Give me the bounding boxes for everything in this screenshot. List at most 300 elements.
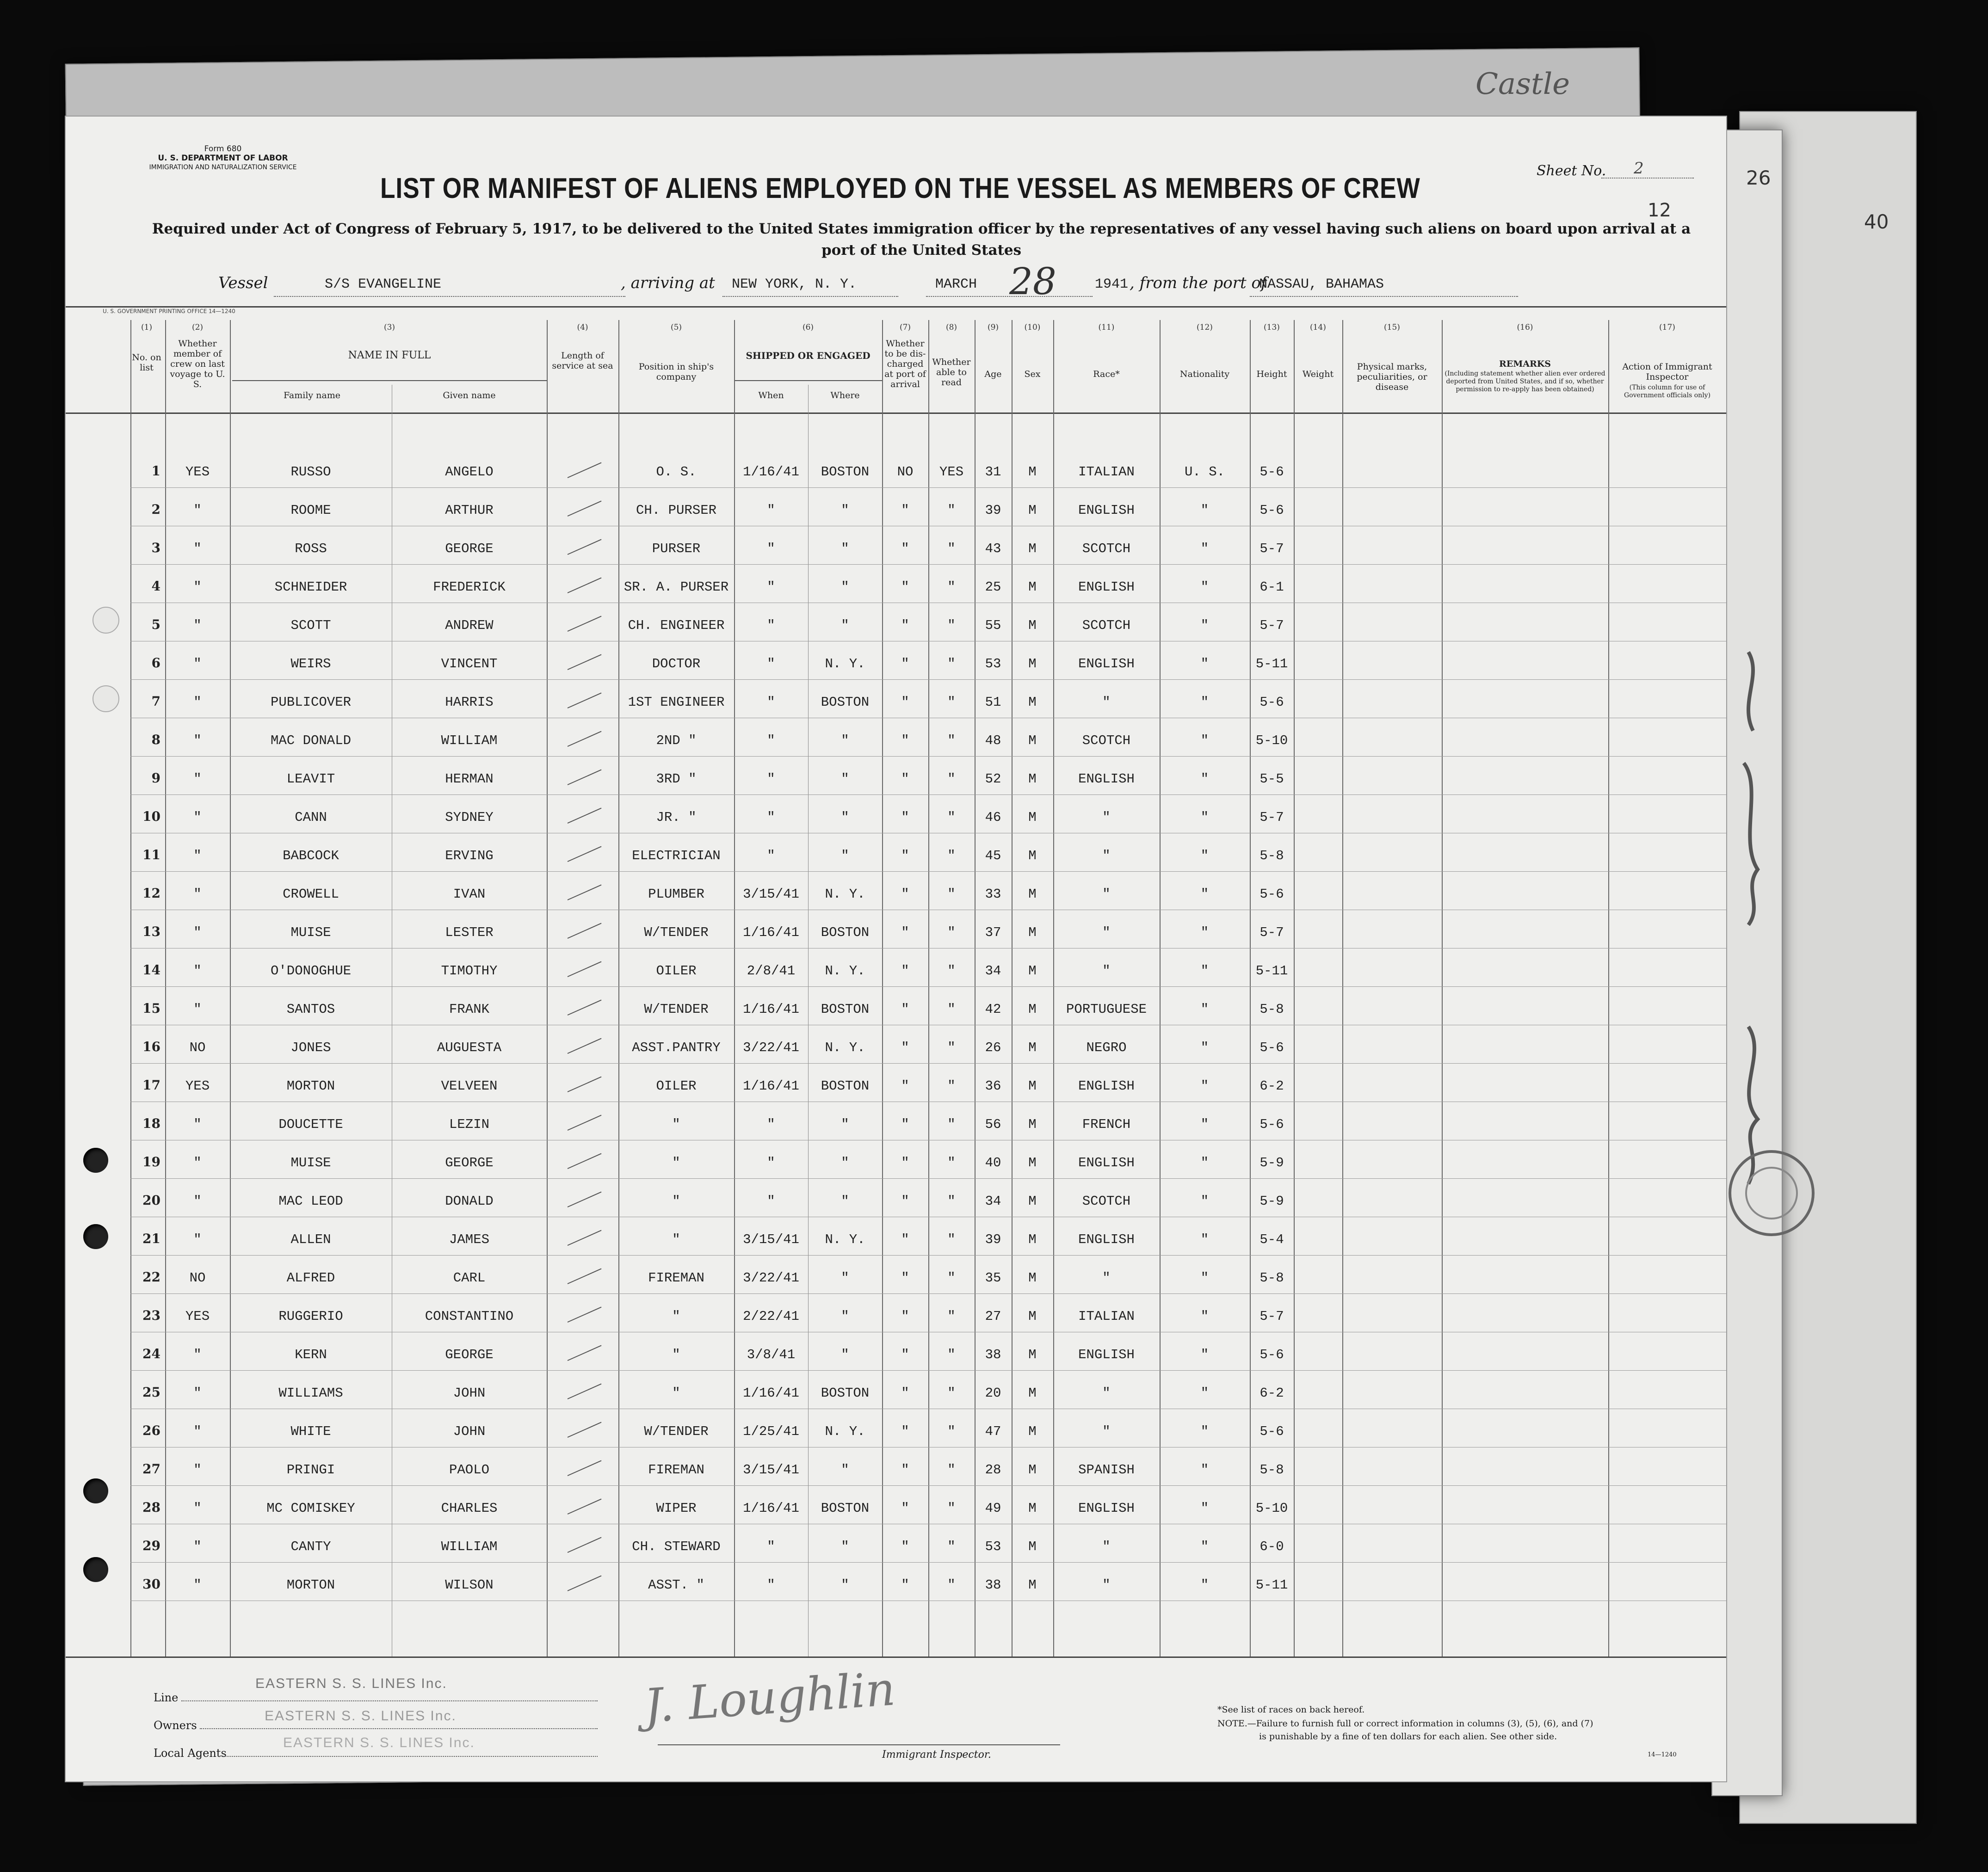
cell-read: " bbox=[947, 1002, 956, 1017]
inspector-label: Immigrant Inspector. bbox=[882, 1749, 991, 1761]
col-13-number: (13) bbox=[1264, 323, 1280, 332]
cell-sex: M bbox=[1028, 1347, 1037, 1362]
cell-given: LEZIN bbox=[449, 1117, 489, 1132]
cell-read: " bbox=[947, 1424, 956, 1439]
cell-read: " bbox=[947, 1462, 956, 1478]
cell-family: MUISE bbox=[290, 1155, 331, 1170]
binding-hole bbox=[93, 607, 119, 634]
cell-disch: " bbox=[901, 887, 909, 902]
row-rule bbox=[130, 1063, 1726, 1064]
cell-race: ENGLISH bbox=[1078, 1155, 1135, 1170]
vessel-name: S/S EVANGELINE bbox=[325, 277, 442, 292]
cell-when: " bbox=[767, 579, 775, 595]
service-checkmark bbox=[568, 1000, 602, 1016]
cell-height: 5-6 bbox=[1259, 503, 1284, 518]
line-label: Line bbox=[154, 1691, 179, 1704]
column-header-bottom-rule bbox=[66, 413, 1726, 414]
row-rule bbox=[130, 756, 1726, 757]
row-number: 8 bbox=[151, 732, 161, 747]
cell-race: ENGLISH bbox=[1078, 1501, 1135, 1516]
cell-family: MC COMISKEY bbox=[266, 1501, 355, 1516]
cell-when: 1/16/41 bbox=[743, 1501, 799, 1516]
cell-disch: " bbox=[901, 1232, 909, 1247]
cell-height: 5-7 bbox=[1259, 541, 1284, 556]
cell-disch: " bbox=[901, 1539, 909, 1554]
arrival-month: MARCH bbox=[935, 277, 977, 292]
cell-given: TIMOTHY bbox=[441, 963, 498, 979]
cell-when: 2/8/41 bbox=[747, 963, 796, 979]
service-name: IMMIGRATION AND NATURALIZATION SERVICE bbox=[149, 164, 297, 171]
cell-disch: " bbox=[901, 656, 909, 671]
cell-family: DOUCETTE bbox=[278, 1117, 343, 1132]
cell-disch: " bbox=[901, 1117, 909, 1132]
department-name: U. S. DEPARTMENT OF LABOR bbox=[158, 154, 288, 163]
cell-pos: " bbox=[672, 1386, 680, 1401]
date-underline bbox=[926, 296, 1093, 297]
grid-col-line bbox=[130, 320, 131, 1656]
col-12-number: (12) bbox=[1197, 323, 1213, 332]
cell-age: 39 bbox=[985, 503, 1001, 518]
cell-when: " bbox=[767, 656, 775, 671]
cell-height: 5-11 bbox=[1255, 656, 1288, 671]
cell-when: " bbox=[767, 695, 775, 710]
cell-nat: " bbox=[1200, 810, 1209, 825]
cell-pos: PURSER bbox=[652, 541, 701, 556]
row-number: 1 bbox=[151, 463, 161, 479]
cell-nat: " bbox=[1200, 1501, 1209, 1516]
cell-prev: YES bbox=[185, 1078, 210, 1094]
cell-when: 1/16/41 bbox=[743, 1078, 799, 1094]
cell-nat: " bbox=[1200, 1462, 1209, 1478]
cell-pos: OILER bbox=[656, 963, 697, 979]
grid-col-line bbox=[618, 320, 619, 1656]
cell-when: 1/25/41 bbox=[743, 1424, 799, 1439]
cell-given: JOHN bbox=[453, 1424, 486, 1439]
cell-family: ALLEN bbox=[290, 1232, 331, 1247]
cell-given: ARTHUR bbox=[445, 503, 494, 518]
cell-disch: " bbox=[901, 541, 909, 556]
cell-height: 5-6 bbox=[1259, 695, 1284, 710]
cell-height: 5-7 bbox=[1259, 618, 1284, 633]
cell-when: 1/16/41 bbox=[743, 1002, 799, 1017]
grid-col-line bbox=[1160, 320, 1161, 1656]
grid-col-line bbox=[230, 320, 231, 1656]
arrival-day: 28 bbox=[1009, 260, 1056, 303]
cell-given: HERMAN bbox=[445, 771, 494, 787]
col-9-number: (9) bbox=[987, 323, 999, 332]
cell-height: 5-4 bbox=[1259, 1232, 1284, 1247]
cell-disch: " bbox=[901, 1462, 909, 1478]
cell-age: 51 bbox=[985, 695, 1001, 710]
col-5-header: Position in ship's company bbox=[638, 362, 714, 382]
row-number: 15 bbox=[142, 1001, 161, 1016]
cell-pos: " bbox=[672, 1117, 680, 1132]
cell-age: 28 bbox=[985, 1462, 1001, 1478]
cell-where: BOSTON bbox=[821, 464, 870, 480]
cell-nat: " bbox=[1200, 963, 1209, 979]
cell-pos: SR. A. PURSER bbox=[624, 579, 729, 595]
cell-age: 43 bbox=[985, 541, 1001, 556]
cell-sex: M bbox=[1028, 1501, 1037, 1516]
cell-where: " bbox=[841, 1155, 849, 1170]
from-port-label: , from the port of bbox=[1130, 274, 1267, 292]
cell-sex: M bbox=[1028, 541, 1037, 556]
cell-disch: " bbox=[901, 1040, 909, 1055]
service-checkmark bbox=[568, 961, 602, 977]
cell-when: 1/16/41 bbox=[743, 1386, 799, 1401]
cell-given: GEORGE bbox=[445, 541, 494, 556]
cell-disch: " bbox=[901, 925, 909, 940]
cell-pos: ASST.PANTRY bbox=[632, 1040, 721, 1055]
cell-when: 3/15/41 bbox=[743, 1232, 799, 1247]
col-15-header: Physical marks, peculiarities, or disease bbox=[1357, 362, 1427, 392]
col-12-header: Nationality bbox=[1179, 369, 1230, 379]
cell-given: WILSON bbox=[445, 1577, 494, 1593]
cell-family: O'DONOGHUE bbox=[270, 963, 352, 979]
cell-race: NEGRO bbox=[1086, 1040, 1127, 1055]
cell-where: BOSTON bbox=[821, 1078, 870, 1094]
cell-read: " bbox=[947, 1270, 956, 1286]
cell-prev: " bbox=[193, 695, 202, 710]
col-14-number: (14) bbox=[1310, 323, 1326, 332]
form-number: Form 680 bbox=[204, 144, 242, 154]
cell-age: 53 bbox=[985, 656, 1001, 671]
cell-disch: " bbox=[901, 733, 909, 748]
cell-read: " bbox=[947, 771, 956, 787]
cell-where: BOSTON bbox=[821, 925, 870, 940]
row-rule bbox=[130, 794, 1726, 795]
note-label: NOTE. bbox=[1217, 1718, 1247, 1729]
cell-family: MAC DONALD bbox=[270, 733, 352, 748]
cell-prev: " bbox=[193, 848, 202, 863]
row-rule bbox=[130, 1562, 1726, 1563]
row-number: 4 bbox=[151, 579, 161, 594]
cell-pos: W/TENDER bbox=[644, 1002, 709, 1017]
cell-nat: " bbox=[1200, 925, 1209, 940]
cell-where: N. Y. bbox=[825, 963, 865, 979]
cell-prev: NO bbox=[189, 1040, 206, 1055]
col-16-header: REMARKS bbox=[1499, 359, 1551, 369]
cell-age: 39 bbox=[985, 1232, 1001, 1247]
row-rule bbox=[130, 986, 1726, 987]
service-checkmark bbox=[568, 1115, 602, 1131]
col-11-header: Race* bbox=[1093, 369, 1120, 379]
cell-when: 3/15/41 bbox=[743, 1462, 799, 1478]
col-8-number: (8) bbox=[945, 323, 957, 332]
cell-when: " bbox=[767, 1117, 775, 1132]
cell-given: WILLIAM bbox=[441, 733, 498, 748]
cell-pos: CH. ENGINEER bbox=[628, 618, 725, 633]
inspector-signature: J. Loughlin bbox=[642, 1662, 897, 1733]
row-number: 11 bbox=[142, 847, 161, 862]
cell-read: " bbox=[947, 1539, 956, 1554]
binding-hole bbox=[83, 1478, 108, 1503]
cell-where: " bbox=[841, 1270, 849, 1286]
cell-nat: " bbox=[1200, 1347, 1209, 1362]
cell-race: ENGLISH bbox=[1078, 1347, 1135, 1362]
cell-sex: M bbox=[1028, 963, 1037, 979]
cell-age: 34 bbox=[985, 1194, 1001, 1209]
cell-height: 5-5 bbox=[1259, 771, 1284, 787]
vessel-underline bbox=[274, 296, 625, 297]
cell-height: 5-6 bbox=[1259, 1117, 1284, 1132]
binding-hole bbox=[93, 685, 119, 712]
cell-when: 2/22/41 bbox=[743, 1309, 799, 1324]
owners-underline bbox=[200, 1728, 598, 1729]
col-9-header: Age bbox=[984, 369, 1002, 379]
cell-race: ENGLISH bbox=[1078, 656, 1135, 671]
cell-prev: " bbox=[193, 925, 202, 940]
row-number: 9 bbox=[151, 770, 161, 786]
top-handwriting: Castle bbox=[1476, 67, 1570, 101]
cell-when: 1/16/41 bbox=[743, 925, 799, 940]
cell-read: " bbox=[947, 887, 956, 902]
agents-underline bbox=[223, 1756, 598, 1757]
header-rule bbox=[66, 306, 1726, 308]
cell-pos: DOCTOR bbox=[652, 656, 701, 671]
name-header-rule bbox=[232, 380, 547, 381]
col-6b-header: Where bbox=[830, 390, 860, 400]
row-rule bbox=[130, 679, 1726, 680]
service-checkmark bbox=[568, 578, 602, 593]
cell-where: N. Y. bbox=[825, 656, 865, 671]
cell-read: " bbox=[947, 1501, 956, 1516]
cell-height: 6-2 bbox=[1259, 1386, 1284, 1401]
grid-col-line bbox=[928, 320, 929, 1656]
cell-nat: " bbox=[1200, 1117, 1209, 1132]
cell-pos: CH. PURSER bbox=[636, 503, 717, 518]
service-checkmark bbox=[568, 501, 602, 517]
cell-prev: " bbox=[193, 887, 202, 902]
cell-pos: " bbox=[672, 1232, 680, 1247]
failure-note bbox=[1217, 1718, 1593, 1730]
cell-sex: M bbox=[1028, 656, 1037, 671]
margin-scribble bbox=[1744, 652, 1758, 1184]
cell-pos: W/TENDER bbox=[644, 1424, 709, 1439]
cell-given: FREDERICK bbox=[433, 579, 506, 595]
cell-nat: " bbox=[1200, 579, 1209, 595]
cell-family: SANTOS bbox=[286, 1002, 335, 1017]
cell-race: PORTUGUESE bbox=[1066, 1002, 1147, 1017]
cell-race: " bbox=[1102, 848, 1111, 863]
cell-age: 46 bbox=[985, 810, 1001, 825]
cell-where: " bbox=[841, 1117, 849, 1132]
cell-height: 5-7 bbox=[1259, 1309, 1284, 1324]
col-7-header: Whether to be dis-charged at port of arrival bbox=[884, 339, 926, 389]
col-11-number: (11) bbox=[1098, 323, 1115, 332]
vessel-label: Vessel bbox=[218, 274, 268, 292]
cell-when: " bbox=[767, 733, 775, 748]
cell-family: KERN bbox=[295, 1347, 327, 1362]
row-number: 27 bbox=[142, 1461, 161, 1477]
row-number: 6 bbox=[151, 655, 161, 671]
cell-given: JOHN bbox=[453, 1386, 486, 1401]
agents-value: EASTERN S. S. LINES Inc. bbox=[283, 1735, 475, 1750]
cell-height: 5-11 bbox=[1255, 1577, 1288, 1593]
cell-family: ALFRED bbox=[286, 1270, 335, 1286]
owners-value: EASTERN S. S. LINES Inc. bbox=[265, 1708, 457, 1724]
cell-prev: " bbox=[193, 1155, 202, 1170]
cell-age: 27 bbox=[985, 1309, 1001, 1324]
cell-disch: " bbox=[901, 503, 909, 518]
cell-pos: W/TENDER bbox=[644, 925, 709, 940]
cell-race: " bbox=[1102, 1539, 1111, 1554]
cell-race: SCOTCH bbox=[1082, 618, 1131, 633]
cell-pos: OILER bbox=[656, 1078, 697, 1094]
grid-col-line bbox=[1294, 320, 1295, 1656]
cell-height: 5-7 bbox=[1259, 810, 1284, 825]
cell-sex: M bbox=[1028, 733, 1037, 748]
col-4-number: (4) bbox=[577, 323, 588, 332]
signature-underline bbox=[658, 1744, 1060, 1745]
cell-when: " bbox=[767, 618, 775, 633]
sheet-underline bbox=[1601, 178, 1694, 179]
from-port-underline bbox=[1250, 296, 1518, 297]
cell-sex: M bbox=[1028, 1462, 1037, 1478]
cell-pos: " bbox=[672, 1155, 680, 1170]
cell-prev: " bbox=[193, 771, 202, 787]
col-6-number: (6) bbox=[802, 323, 814, 332]
cell-pos: 1ST ENGINEER bbox=[628, 695, 725, 710]
cell-disch: " bbox=[901, 963, 909, 979]
col-1-number: (1) bbox=[141, 323, 153, 332]
cell-pos: WIPER bbox=[656, 1501, 697, 1516]
cell-where: " bbox=[841, 1309, 849, 1324]
grid-col-line bbox=[1608, 320, 1609, 1656]
cell-given: ANGELO bbox=[445, 464, 494, 480]
cell-age: 33 bbox=[985, 887, 1001, 902]
cell-pos: FIREMAN bbox=[648, 1270, 704, 1286]
cell-race: " bbox=[1102, 695, 1111, 710]
cell-age: 20 bbox=[985, 1386, 1001, 1401]
cell-sex: M bbox=[1028, 887, 1037, 902]
cell-age: 42 bbox=[985, 1002, 1001, 1017]
service-checkmark bbox=[568, 808, 602, 824]
cell-age: 38 bbox=[985, 1577, 1001, 1593]
cell-nat: " bbox=[1200, 1309, 1209, 1324]
col-2-header: Whether member of crew on last voyage to U. S. bbox=[170, 339, 225, 389]
cell-sex: M bbox=[1028, 1577, 1037, 1593]
cell-prev: " bbox=[193, 810, 202, 825]
grid-col-line bbox=[882, 320, 883, 1656]
service-checkmark bbox=[568, 1230, 602, 1246]
cell-race: SCOTCH bbox=[1082, 733, 1131, 748]
cell-sex: M bbox=[1028, 1424, 1037, 1439]
service-checkmark bbox=[568, 846, 602, 862]
agents-label: Local Agents bbox=[154, 1747, 227, 1760]
row-number: 2 bbox=[151, 502, 161, 517]
cell-family: MORTON bbox=[286, 1078, 335, 1094]
binding-hole bbox=[83, 1224, 108, 1249]
printing-office-note: U. S. GOVERNMENT PRINTING OFFICE 14—1240 bbox=[103, 308, 235, 314]
cell-prev: " bbox=[193, 579, 202, 595]
cell-where: " bbox=[841, 733, 849, 748]
cell-race: ITALIAN bbox=[1078, 1309, 1135, 1324]
arriving-underline bbox=[722, 296, 898, 297]
service-checkmark bbox=[568, 885, 602, 900]
row-number: 23 bbox=[142, 1308, 161, 1323]
cell-family: RUSSO bbox=[290, 464, 331, 480]
cell-disch: " bbox=[901, 1347, 909, 1362]
cell-disch: " bbox=[901, 695, 909, 710]
service-checkmark bbox=[568, 1038, 602, 1054]
col-10-header: Sex bbox=[1024, 369, 1041, 379]
cell-sex: M bbox=[1028, 1117, 1037, 1132]
cell-sex: M bbox=[1028, 1386, 1037, 1401]
cell-height: 5-10 bbox=[1255, 733, 1288, 748]
cell-height: 5-6 bbox=[1259, 1040, 1284, 1055]
cell-where: " bbox=[841, 771, 849, 787]
margin-number-26: 26 bbox=[1746, 166, 1771, 189]
cell-where: BOSTON bbox=[821, 1002, 870, 1017]
cell-read: " bbox=[947, 695, 956, 710]
row-number: 12 bbox=[142, 886, 161, 901]
col-6-header: SHIPPED OR ENGAGED bbox=[746, 350, 871, 361]
cell-prev: " bbox=[193, 656, 202, 671]
cell-read: " bbox=[947, 810, 956, 825]
cell-family: MUISE bbox=[290, 925, 331, 940]
cell-sex: M bbox=[1028, 464, 1037, 480]
cell-age: 48 bbox=[985, 733, 1001, 748]
cell-nat: " bbox=[1200, 1040, 1209, 1055]
cell-pos: FIREMAN bbox=[648, 1462, 704, 1478]
cell-disch: " bbox=[901, 848, 909, 863]
col-8-header: Whether able to read bbox=[932, 357, 971, 388]
cell-given: ERVING bbox=[445, 848, 494, 863]
service-checkmark bbox=[568, 731, 602, 747]
cell-age: 49 bbox=[985, 1501, 1001, 1516]
cell-family: PRINGI bbox=[286, 1462, 335, 1478]
cell-nat: " bbox=[1200, 1078, 1209, 1094]
cell-nat: " bbox=[1200, 1424, 1209, 1439]
col-3b-header: Given name bbox=[443, 390, 496, 400]
row-number: 21 bbox=[142, 1231, 161, 1246]
cell-given: CARL bbox=[453, 1270, 486, 1286]
cell-height: 5-9 bbox=[1259, 1194, 1284, 1209]
cell-height: 5-6 bbox=[1259, 1424, 1284, 1439]
cell-nat: " bbox=[1200, 1194, 1209, 1209]
cell-age: 36 bbox=[985, 1078, 1001, 1094]
cell-when: " bbox=[767, 541, 775, 556]
service-checkmark bbox=[568, 1576, 602, 1591]
cell-given: LESTER bbox=[445, 925, 494, 940]
cell-read: " bbox=[947, 1309, 956, 1324]
cell-race: " bbox=[1102, 887, 1111, 902]
seal-ring bbox=[1730, 1152, 1813, 1235]
cell-given: HARRIS bbox=[445, 695, 494, 710]
row-number: 3 bbox=[151, 540, 161, 555]
cell-age: 37 bbox=[985, 925, 1001, 940]
cell-race: ITALIAN bbox=[1078, 464, 1135, 480]
cell-height: 6-2 bbox=[1259, 1078, 1284, 1094]
table-bottom-rule bbox=[66, 1656, 1726, 1658]
grid-col-line bbox=[1053, 320, 1054, 1656]
cell-sex: M bbox=[1028, 1155, 1037, 1170]
cell-given: CHARLES bbox=[441, 1501, 498, 1516]
manifest-subtitle bbox=[135, 218, 1708, 261]
arrival-year: 1941 bbox=[1095, 277, 1129, 292]
cell-read: " bbox=[947, 1040, 956, 1055]
grid-col-line bbox=[547, 320, 548, 1656]
cell-prev: " bbox=[193, 1424, 202, 1439]
cell-disch: " bbox=[901, 1155, 909, 1170]
cell-given: VELVEEN bbox=[441, 1078, 498, 1094]
cell-prev: " bbox=[193, 1194, 202, 1209]
sheet-label: Sheet No. bbox=[1537, 163, 1606, 179]
cell-disch: " bbox=[901, 1309, 909, 1324]
cell-nat: " bbox=[1200, 695, 1209, 710]
cell-where: BOSTON bbox=[821, 1386, 870, 1401]
